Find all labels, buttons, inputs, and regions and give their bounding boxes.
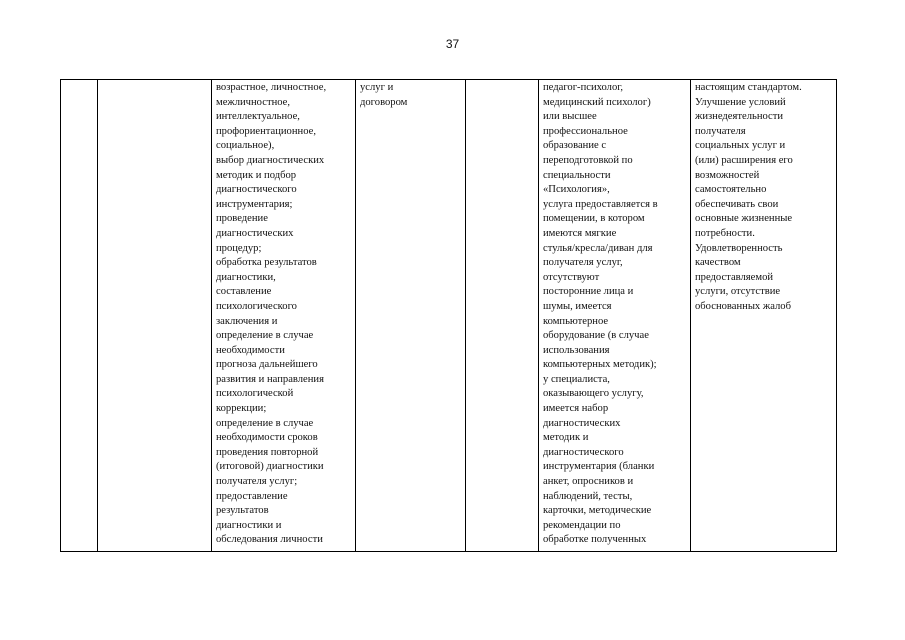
cell-text-line: образование с (543, 140, 607, 152)
cell-text-line: (итоговой) диагностики (216, 461, 324, 473)
cell-text-line: качеством (695, 257, 741, 269)
cell-text-line: необходимости (216, 344, 285, 356)
cell-text-line: диагностических (543, 417, 621, 429)
cell-text-line: стулья/кресла/диван для (543, 242, 653, 254)
cell-text-line: имеются мягкие (543, 227, 617, 239)
cell-text-line: профессиональное (543, 125, 628, 137)
cell-service-description (212, 80, 356, 552)
cell-text-line: оборудование (в случае (543, 330, 649, 342)
cell-text-line: предоставление (216, 490, 288, 502)
cell-service-period (466, 80, 539, 552)
cell-text-line: услуги, отсутствие (695, 286, 781, 298)
cell-text-line: результатов (216, 505, 269, 517)
cell-service-quality (691, 80, 837, 552)
cell-text-line: инструментария (бланки (543, 461, 655, 473)
cell-text-line: прогноза дальнейшего (216, 359, 318, 371)
cell-text-line: обследования личности (216, 534, 323, 546)
cell-text-line: социальных услуг и (695, 140, 786, 152)
cell-text-line: услуга предоставляется в (543, 198, 658, 210)
cell-text-line: интеллектуальное, (216, 111, 300, 123)
cell-text-line: методик и подбор (216, 169, 297, 181)
cell-text-line: компьютерных методик); (543, 359, 657, 371)
cell-text-line: межличностное, (216, 96, 291, 108)
cell-text-line: профориентационное, (216, 125, 316, 137)
cell-text-line: шумы, имеется (543, 300, 612, 312)
cell-text-line: процедур; (216, 242, 262, 254)
cell-text-line: возможностей (695, 169, 760, 181)
cell-text-line: получателя услуг, (543, 257, 623, 269)
cell-text-line: инструментария; (216, 198, 293, 210)
page-number: 37 (445, 37, 460, 51)
cell-text-line: имеется набор (543, 403, 609, 415)
cell-text-line: составление (216, 286, 272, 298)
cell-text-line: диагностического (216, 184, 297, 196)
cell-text-line: помещении, в котором (543, 213, 645, 225)
cell-text-line: отсутствуют (543, 271, 600, 283)
cell-text-line: основные жизненные (695, 213, 793, 225)
cell-text-line: психологической (216, 388, 294, 400)
cell-text-line: обоснованных жалоб (695, 300, 791, 312)
cell-service-terms (356, 80, 466, 552)
cell-text-line: Удовлетворенность (695, 242, 783, 254)
cell-text-line: договором (360, 96, 408, 108)
cell-text-line: использования (543, 344, 610, 356)
cell-text-line: выбор диагностических (216, 154, 325, 166)
cell-text-line: получателя (695, 125, 746, 137)
cell-text-line: (или) расширения его (695, 154, 793, 166)
cell-service-name (98, 80, 212, 552)
cell-text-line: коррекции; (216, 403, 267, 415)
cell-text-line: диагностического (543, 446, 624, 458)
cell-text-line: обеспечивать свои (695, 198, 779, 210)
cell-text-line: или высшее (543, 111, 597, 123)
cell-text-line: медицинский психолог) (543, 96, 651, 108)
cell-text-line: услуг и (360, 82, 394, 93)
cell-text-line: у специалиста, (543, 373, 610, 385)
cell-text-line: рекомендации по (543, 519, 621, 531)
cell-text-line: социальное), (216, 140, 275, 152)
cell-text-line: заключения и (216, 315, 278, 327)
cell-text-line: необходимости сроков (216, 432, 318, 444)
cell-text-line: Улучшение условий (695, 96, 786, 108)
cell-text-line: наблюдений, тесты, (543, 490, 633, 502)
cell-text-line: потребности. (695, 227, 755, 239)
cell-text-line: анкет, опросников и (543, 476, 634, 488)
cell-text-line: проведение (216, 213, 268, 225)
cell-text-line: настоящим стандартом. (695, 82, 802, 93)
cell-text-line: диагностики и (216, 519, 282, 531)
cell-number (61, 80, 98, 552)
cell-text-line: диагностики, (216, 271, 276, 283)
cell-text-line: развития и направления (216, 373, 324, 385)
cell-text-line: карточки, методические (543, 505, 652, 517)
cell-text-line: компьютерное (543, 315, 609, 327)
cell-service-conditions (539, 80, 691, 552)
cell-text-line: методик и (543, 432, 589, 444)
table-row (61, 80, 837, 552)
cell-text-line: диагностических (216, 227, 294, 239)
cell-text-line: педагог-психолог, (543, 82, 624, 93)
cell-text-line: обработке полученных (543, 534, 647, 546)
cell-text-line: самостоятельно (695, 184, 767, 196)
cell-text-line: посторонние лица и (543, 286, 634, 298)
cell-text-line: проведения повторной (216, 446, 319, 458)
cell-text-line: определение в случае (216, 330, 314, 342)
cell-text-line: оказывающего услугу, (543, 388, 644, 400)
cell-text-line: психологического (216, 300, 297, 312)
cell-text-line: определение в случае (216, 417, 314, 429)
cell-text-line: жизнедеятельности (695, 111, 784, 123)
cell-text-line: возрастное, личностное, (216, 82, 327, 93)
cell-text-line: специальности (543, 169, 611, 181)
cell-text-line: предоставляемой (695, 271, 774, 283)
cell-text-line: переподготовкой по (543, 154, 633, 166)
cell-text-line: обработка результатов (216, 257, 317, 269)
cell-text-line: получателя услуг; (216, 476, 298, 488)
cell-text-line: «Психология», (543, 184, 610, 196)
standards-table (60, 79, 837, 552)
